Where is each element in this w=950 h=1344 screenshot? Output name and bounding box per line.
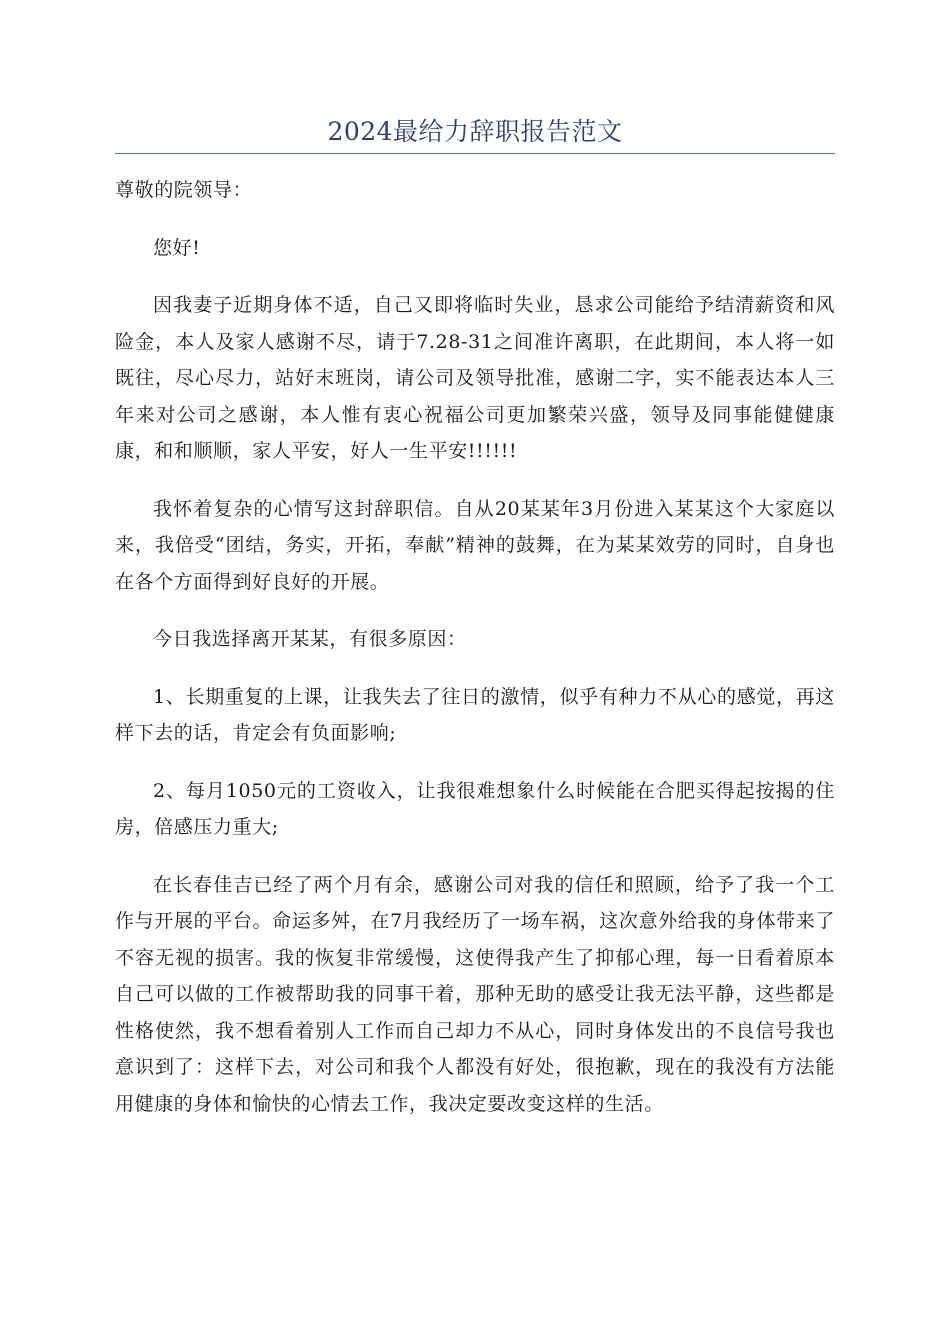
document-title: 2024最给力辞职报告范文 [327,117,623,146]
paragraph-reason-1: 1、长期重复的上课，让我失去了往日的激情，似乎有种力不从心的感觉，再这样下去的话，肯定会有负面影响; [115,685,835,744]
title-underline [115,153,835,154]
paragraph-greeting: 您好! [153,236,201,259]
paragraph-reasons-intro: 今日我选择离开某某，有很多原因： [153,628,467,650]
salutation: 尊敬的院领导： [115,179,253,201]
document-body [115,172,835,1143]
paragraph-reason-2: 2、每月1050元的工资收入，让我很难想象什么时候能在合肥买得起按揭的住房，倍感压力重大; [115,779,835,838]
paragraph-request: 因我妻子近期身体不适，自己又即将临时失业，恳求公司能给予结清薪资和风险金，本人及家人感谢不尽，请于7.28-31之间准许离职，在此期间，本人将一如既往，尽心尽力，站好末班岗，请公司及领导批准，感谢二字，实不能表达本人三年来对公司之感谢，本人惟有衷心祝福公司更加繁荣兴盛，领导及同事能健健康康，和和顺顺，家人平安，好人一生平安!!!!!! [115,294,835,462]
paragraph-accident: 在长春佳吉已经了两个月有余，感谢公司对我的信任和照顾，给予了我一个工作与开展的平台。命运多舛，在7月我经历了一场车祸，这次意外给我的身体带来了不容无视的损害。我的恢复非常缓慢，这使得我产生了抑郁心理，每一日看着原本自己可以做的工作被帮助我的同事干着，那种无助的感受让我无法平静，这些都是性格使然，我不想看着别人工作而自己却力不从心，同时身体发出的不良信号我也意识到了：这样下去，对公司和我个人都没有好处，很抱歉，现在的我没有方法能用健康的身体和愉快的心情去工作，我决定要改变这样的生活。 [115,873,835,1115]
paragraph-background: 我怀着复杂的心情写这封辞职信。自从20某某年3月份进入某某这个大家庭以来，我倍受“团结，务实，开拓，奉献”精神的鼓舞，在为某某效劳的同时，自身也在各个方面得到好良好的开展。 [115,497,835,593]
